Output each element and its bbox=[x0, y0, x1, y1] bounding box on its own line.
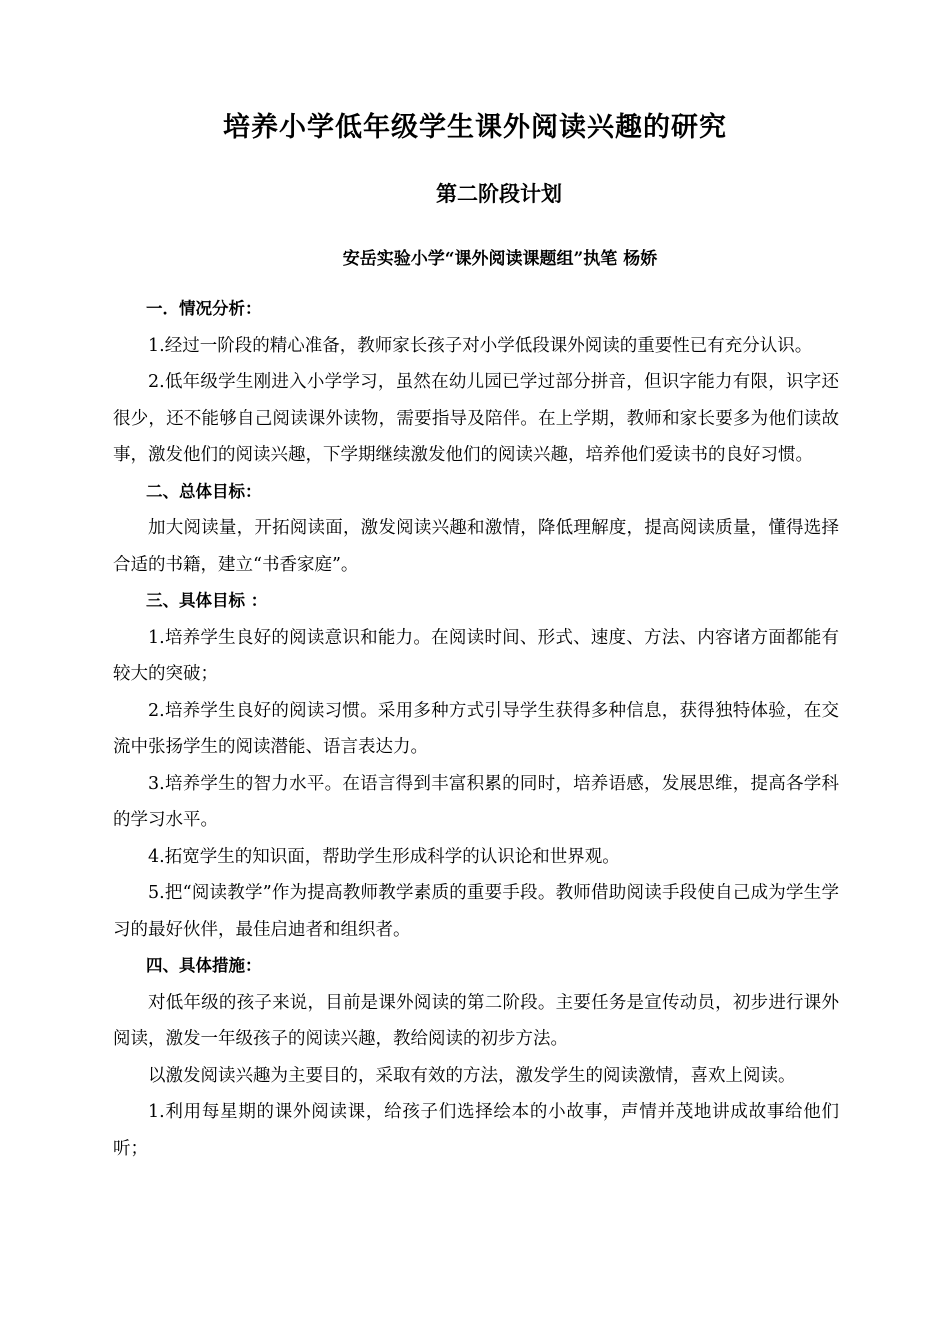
section-heading-specific-measures: 四、具体措施： bbox=[146, 956, 262, 975]
paragraph: 对低年级的孩子来说，目前是课外阅读的第二阶段。主要任务是宣传动员，初步进行课外阅读，激发一年级孩子的阅读兴趣，教给阅读的初步方法。 bbox=[113, 992, 839, 1049]
paragraph: 1.培养学生良好的阅读意识和能力。在阅读时间、形式、速度、方法、内容诸方面都能有较大的突破； bbox=[113, 627, 839, 684]
document-body bbox=[113, 291, 839, 1167]
paragraph: 5.把“阅读教学”作为提高教师教学素质的重要手段。教师借助阅读手段使自己成为学生学习的最好伙伴，最佳启迪者和组织者。 bbox=[113, 883, 839, 940]
paragraph: 2.培养学生良好的阅读习惯。采用多种方式引导学生获得多种信息，获得独特体验，在交流中张扬学生的阅读潜能、语言表达力。 bbox=[113, 700, 839, 757]
paragraph: 加大阅读量，开拓阅读面，激发阅读兴趣和激情，降低理解度，提高阅读质量，懂得选择合适的书籍，建立“书香家庭”。 bbox=[113, 518, 839, 575]
paragraph: 1.利用每星期的课外阅读课，给孩子们选择绘本的小故事，声情并茂地讲成故事给他们听； bbox=[113, 1102, 839, 1159]
section-heading-situation-analysis: 一．情况分析： bbox=[146, 299, 262, 318]
document-subtitle: 第二阶段计划 bbox=[436, 181, 562, 206]
paragraph: 1.经过一阶段的精心准备，教师家长孩子对小学低段课外阅读的重要性已有充分认识。 bbox=[148, 335, 813, 356]
section-heading-specific-goals: 三、具体目标 ： bbox=[146, 591, 268, 610]
document-author-line: 安岳实验小学“课外阅读课题组”执笔 杨娇 bbox=[342, 249, 658, 269]
section-heading-overall-goals: 二、总体目标： bbox=[146, 481, 262, 501]
document-title: 培养小学低年级学生课外阅读兴趣的研究 bbox=[223, 112, 727, 143]
paragraph: 2.低年级学生刚进入小学学习，虽然在幼儿园已学过部分拼音，但识字能力有限，识字还很少，还不能够自己阅读课外读物，需要指导及陪伴。在上学期，教师和家长要多为他们读故事，激发他们的阅读兴趣，下学期继续激发他们的阅读兴趣，培养他们爱读书的良好习惯。 bbox=[113, 372, 839, 465]
paragraph: 3.培养学生的智力水平。在语言得到丰富积累的同时，培养语感，发展思维，提高各学科的学习水平。 bbox=[113, 773, 839, 830]
paragraph: 4.拓宽学生的知识面，帮助学生形成科学的认识论和世界观。 bbox=[148, 846, 620, 867]
paragraph: 以激发阅读兴趣为主要目的，采取有效的方法，激发学生的阅读激情，喜欢上阅读。 bbox=[148, 1065, 796, 1086]
